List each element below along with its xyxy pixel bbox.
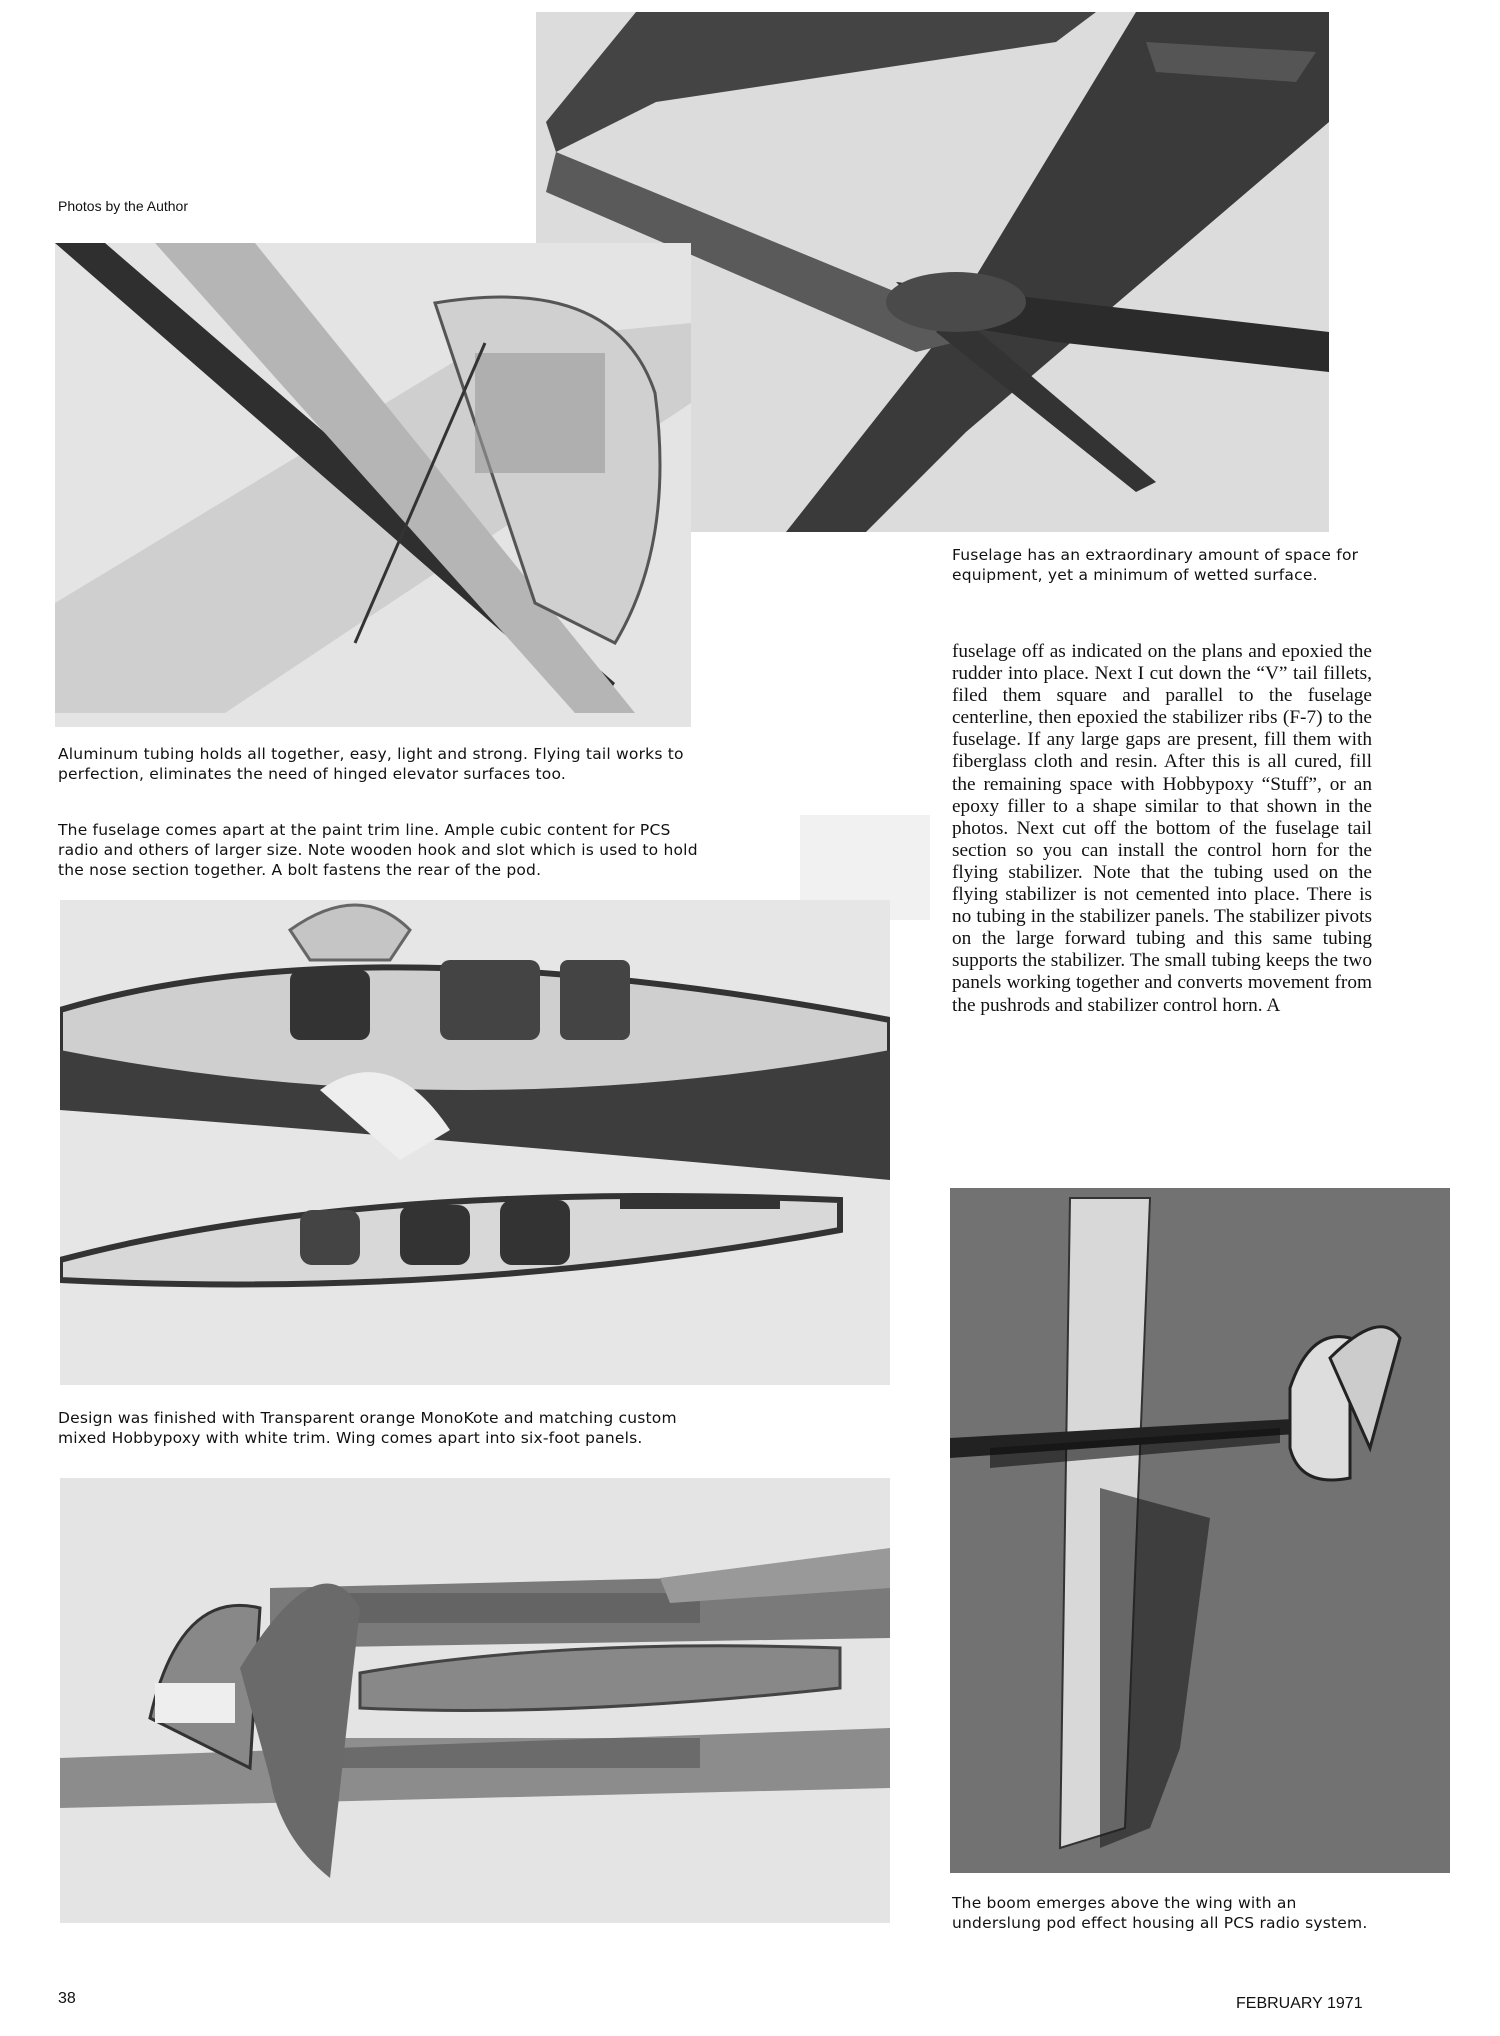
caption-aluminum-tubing: Aluminum tubing holds all together, easy, light and strong. Flying tail works to perfection, eliminates the need of hinged elevator surfaces too.	[58, 745, 684, 783]
caption-fuselage-space: Fuselage has an extraordinary amount of space for equipment, yet a minimum of wetted surface.	[952, 546, 1359, 584]
photo-glider-on-ground	[950, 1188, 1450, 1873]
article-body-text: fuselage off as indicated on the plans and epoxied the rudder into place. Next I cut down the “V” tail fillets, filed them square and parallel to the fuselage centerline, then epoxied the stabilizer ribs (F-7) to the fuselage. If any large gaps are present, fill them with fiberglass cloth and resin. After this is all cured, fill the remaining space with Hobbypoxy “Stuff”, or an epoxy filler to a shape similar to that shown in the photos. Next cut off the bottom of the fuselage tail section so you can install the control horn for the flying stabilizer. Note that the tubing used on the flying stabilizer is not cemented into place. There is no tubing in the stabilizer panels. The stabilizer pivots on the large forward tubing and this same tubing supports the stabilizer. The small tubing keeps the two panels working together and converts movement from the pushrods and stabilizer control horn. A	[952, 641, 1372, 1016]
issue-date: FEBRUARY 1971	[1236, 1995, 1363, 2012]
caption-design-finished: Design was finished with Transparent orange MonoKote and matching custom mixed Hobbypoxy with white trim. Wing comes apart into six-foot panels.	[58, 1409, 677, 1447]
photo-aluminum-tubing	[55, 243, 691, 727]
photo-fuselage-halves	[60, 900, 890, 1385]
photo-credit: Photos by the Author	[58, 198, 188, 214]
caption-boom-emerges: The boom emerges above the wing with an underslung pod effect housing all PCS radio system.	[952, 1894, 1368, 1932]
page-number: 38	[58, 1990, 76, 2007]
caption-fuselage-apart: The fuselage comes apart at the paint trim line. Ample cubic content for PCS radio and others of larger size. Note wooden hook and slot which is used to hold the nose section together. A bolt fastens the rear of the pod.	[58, 821, 698, 879]
photo-wing-panels	[60, 1478, 890, 1923]
